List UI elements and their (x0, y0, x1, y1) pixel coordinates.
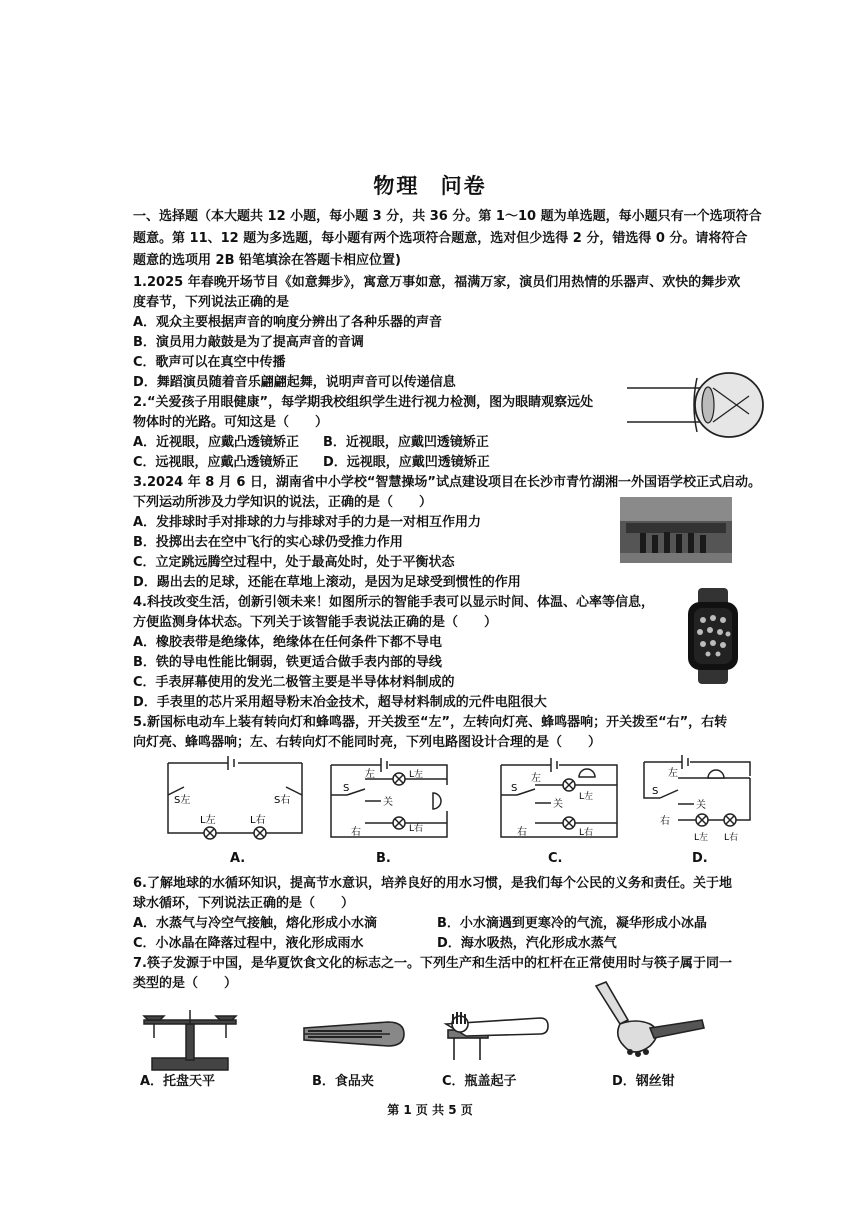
section-intro-line-1: 一、选择题（本大题共 12 小题，每小题 3 分，共 36 分。第 1～10 题为单选题，每小题只有一个选项符合 (133, 209, 762, 224)
label-s-left: S左 (174, 795, 191, 806)
q3-option-a: A．发排球时手对排球的力与排球对手的力是一对相互作用力 (133, 515, 482, 530)
label-right: 右 (351, 827, 361, 838)
q4-option-d: D．手表里的芯片采用超导粉末冶金技术，超导材料制成的元件电阻很大 (133, 695, 547, 710)
q7-stem-line-2: 类型的是（ ） (133, 976, 238, 991)
q6-option-a: A．水蒸气与冷空气接触，熔化形成小水滴 (133, 916, 378, 931)
page-footer: 第 1 页 共 5 页 (387, 1103, 473, 1117)
bottle-opener-figure (440, 1004, 552, 1062)
pliers-figure (584, 980, 710, 1068)
label-s: S (343, 783, 350, 794)
q3-stem-line-1: 3.2024 年 8 月 6 日，湖南省中小学校“智慧操场”试点建设项目在长沙市青竹湖湘一外国语学校正式启动。 (133, 475, 761, 490)
circuit-a (160, 755, 310, 847)
label-l-left: L左 (409, 770, 424, 780)
page-title (0, 170, 860, 200)
q5-option-c: C. (548, 851, 563, 866)
q3-option-d: D．踢出去的足球，还能在草地上滚动，是因为足球受到惯性的作用 (133, 575, 521, 590)
title-kind: 问卷 (440, 174, 487, 198)
food-tongs-figure (300, 1014, 410, 1054)
circuit-c (495, 755, 625, 847)
q2-option-b: B．近视眼，应戴凹透镜矫正 (323, 435, 489, 450)
q6-stem-line-1: 6.了解地球的水循环知识，提高节水意识，培养良好的用水习惯，是我们每个公民的义务和责任。关于地 (133, 876, 732, 891)
q2-option-c: C．远视眼，应戴凸透镜矫正 (133, 455, 299, 470)
q1-option-c: C．歌声可以在真空中传播 (133, 355, 286, 370)
q2-option-a: A．近视眼，应戴凸透镜矫正 (133, 435, 300, 450)
q7-stem-line-1: 7.筷子发源于中国，是华夏饮食文化的标志之一。下列生产和生活中的杠杆在正常使用时与筷子属于同一 (133, 956, 732, 971)
q5-stem-line-1: 5.新国标电动车上装有转向灯和蜂鸣器，开关拨至“左”，左转向灯亮、蜂鸣器响；开关拨至“右”，右转 (133, 715, 728, 730)
q4-stem-line-2: 方便监测身体状态。下列关于该智能手表说法正确的是（ ） (133, 615, 498, 630)
q5-option-b: B. (376, 851, 391, 866)
q3-stem-line-2: 下列运动所涉及力学知识的说法，正确的是（ ） (133, 495, 433, 510)
q6-option-d: D．海水吸热，汽化形成水蒸气 (437, 936, 617, 951)
smartwatch-figure (686, 588, 740, 684)
label-l-right: L右 (250, 815, 266, 826)
q7-option-b: B．食品夹 (312, 1074, 374, 1089)
q4-option-a: A．橡胶表带是绝缘体，绝缘体在任何条件下都不导电 (133, 635, 443, 650)
tray-balance-figure (140, 1008, 240, 1072)
q4-stem-line-1: 4.科技改变生活，创新引领未来！如图所示的智能手表可以显示时间、体温、心率等信息， (133, 595, 654, 610)
eye-lightpath-figure (625, 370, 775, 442)
label-left: 左 (365, 769, 375, 780)
q6-stem-line-2: 球水循环，下列说法正确的是（ ） (133, 896, 355, 911)
section-intro-line-3: 题意的选项用 2B 铅笔填涂在答题卡相应位置) (133, 253, 401, 268)
label-l-left: L左 (579, 792, 594, 802)
label-left: 左 (531, 773, 541, 784)
q2-option-d: D．远视眼，应戴凹透镜矫正 (323, 455, 490, 470)
playground-photo (620, 497, 732, 563)
label-l-left: L左 (200, 815, 216, 826)
q4-option-c: C．手表屏幕使用的发光二极管主要是半导体材料制成的 (133, 675, 455, 690)
q7-option-c: C．瓶盖起子 (442, 1074, 517, 1089)
label-right: 右 (660, 816, 670, 827)
q4-option-b: B．铁的导电性能比铜弱，铁更适合做手表内部的导线 (133, 655, 442, 670)
label-s: S (652, 786, 659, 797)
q6-option-b: B．小水滴遇到更寒冷的气流，凝华形成小冰晶 (437, 916, 707, 931)
label-off: 关 (696, 800, 706, 811)
q3-option-c: C．立定跳远腾空过程中，处于最高处时，处于平衡状态 (133, 555, 455, 570)
q5-option-a: A. (230, 851, 246, 866)
circuit-d (638, 752, 758, 848)
title-subject: 物理 (373, 174, 420, 198)
q7-option-d: D．钢丝钳 (612, 1074, 675, 1089)
label-l-right: L右 (724, 833, 739, 843)
q1-stem-line-1: 1.2025 年春晚开场节目《如意舞步》，寓意万事如意，福满万家，演员们用热情的乐器声、欢快的舞步欢 (133, 275, 741, 290)
label-l-right: L右 (579, 828, 594, 838)
label-l-left: L左 (694, 833, 709, 843)
q5-option-d: D. (692, 851, 708, 866)
q1-option-a: A．观众主要根据声音的响度分辨出了各种乐器的声音 (133, 315, 443, 330)
circuit-b (325, 755, 455, 847)
q1-option-b: B．演员用力敲鼓是为了提高声音的音调 (133, 335, 364, 350)
section-intro-line-2: 题意。第 11、12 题为多选题，每小题有两个选项符合题意，选对但少选得 2 分，错选得 0 分。请将符合 (133, 231, 748, 246)
q5-stem-line-2: 向灯亮、蜂鸣器响；左、右转向灯不能同时亮，下列电路图设计合理的是（ ） (133, 735, 602, 750)
q3-option-b: B．投掷出去在空中飞行的实心球仍受推力作用 (133, 535, 403, 550)
label-left: 左 (668, 768, 678, 779)
label-off: 关 (383, 797, 393, 808)
label-s-right: S右 (274, 795, 291, 806)
label-off: 关 (553, 799, 563, 810)
q1-option-d: D．舞蹈演员随着音乐翩翩起舞，说明声音可以传递信息 (133, 375, 456, 390)
q1-stem-line-2: 度春节，下列说法正确的是 (133, 295, 290, 310)
q7-option-a: A．托盘天平 (140, 1074, 216, 1089)
q2-stem-line-2: 物体时的光路。可知这是（ ） (133, 415, 329, 430)
label-l-right: L右 (409, 824, 424, 834)
label-right: 右 (517, 827, 527, 838)
q2-stem-line-1: 2.“关爱孩子用眼健康”，每学期我校组织学生进行视力检测，图为眼睛观察远处 (133, 395, 594, 410)
q6-option-c: C．小冰晶在降落过程中，液化形成雨水 (133, 936, 364, 951)
label-s: S (511, 783, 518, 794)
